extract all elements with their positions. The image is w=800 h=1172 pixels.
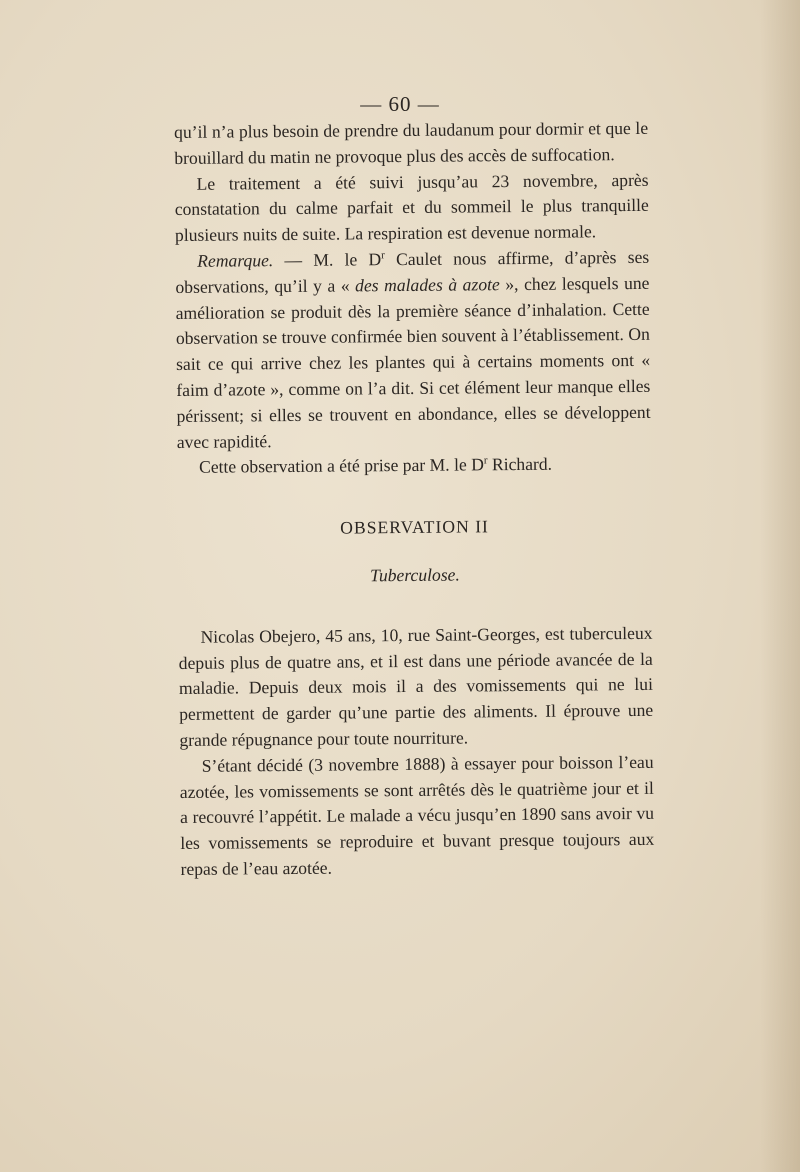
remarque-text-c: », chez lesquels une amélioration se produit dès la première séance d’inhalation. Cette observation se trouve confirmée bien souvent à l’établissement. On sait ce qui arrive chez les plantes qui à certains moments ont « faim d’azote », comme on l’a dit. Si cet élément leur manque elles périssent; si elles se trouvent en abondance, elles se développent avec rapidité. xyxy=(175,272,651,452)
paragraph-outcome: S’étant décidé (3 novembre 1888) à essayer pour boisson l’eau azotée, les vomissements se sont arrêtés dès le quatrième jour et il a recouvré l’appétit. Le malade a vécu jusqu’en 1890 sans avoir vu les vomissements se reproduire et buvant presque toujours aux repas de l’eau azotée. xyxy=(179,751,655,879)
text-body xyxy=(174,116,655,883)
paragraph-patient: Nicolas Obejero, 45 ans, 10, rue Saint-Georges, est tuberculeux depuis plus de quatre ans, et il est dans une période avancée de la maladie. Depuis deux mois il a des vomissements qui ne lui permettent de garder qu’une partie des aliments. Il éprouve une grande répugnance pour toute nourriture. xyxy=(178,622,654,750)
remarque-label: Remarque. xyxy=(197,250,274,271)
remarque-italic: des malades à azote xyxy=(355,273,500,296)
remarque-text-a: — M. le D xyxy=(273,249,382,271)
paragraph-remarque xyxy=(175,245,651,456)
page-edge-shadow xyxy=(760,0,800,1172)
credit-text-b: Richard. xyxy=(487,454,553,475)
remarque-text-b: Caulet nous affirme, d’après ses observations, qu’il y a « xyxy=(175,246,650,297)
observation-heading: OBSERVATION II xyxy=(340,516,489,538)
credit-text-a: Cette observation a été prise par M. le D xyxy=(198,454,484,478)
page-number: — 60 — xyxy=(360,92,440,116)
remarque-sup: r xyxy=(381,249,385,262)
observation-subheading: Tuberculose. xyxy=(370,564,460,586)
paragraph-treatment: Le traitement a été suivi jusqu’au 23 novembre, après constatation du calme parfait et du sommeil le plus tranquille plusieurs nuits de suite. La respiration est devenue normale. xyxy=(174,169,649,246)
credit-sup: r xyxy=(483,454,488,467)
paragraph-continuation: qu’il n’a plus besoin de prendre du laudanum pour dormir et que le brouillard du matin ne provoque plus des accès de suffocation. xyxy=(174,117,649,168)
